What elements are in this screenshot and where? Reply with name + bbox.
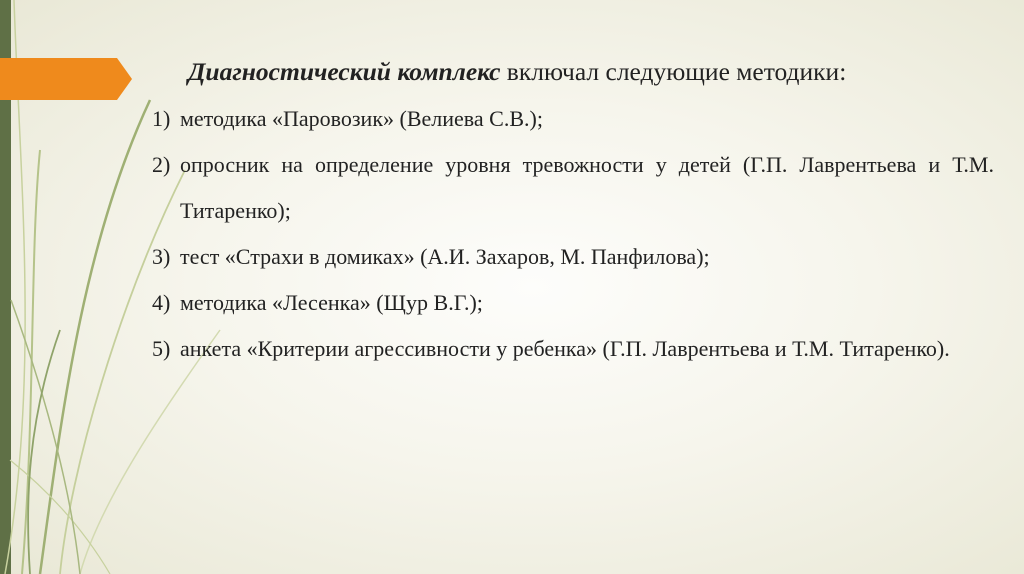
slide-title-rest: включал следующие методики: xyxy=(506,57,847,86)
list-item-number: 1) xyxy=(152,106,171,131)
list-item xyxy=(152,280,994,326)
list-item-number: 3) xyxy=(152,244,171,269)
list-item xyxy=(152,142,994,234)
list-item-text: методика «Паровозик» (Велиева С.В.); xyxy=(180,106,543,131)
list-item-text: анкета «Критерии агрессивности у ребенка» (Г.П. Лаврентьева и Т.М. Титаренко). xyxy=(180,336,950,361)
list-item-number: 4) xyxy=(152,290,171,315)
slide-title xyxy=(188,57,846,87)
list-item-text: опросник на определение уровня тревожности у детей (Г.П. Лаврентьева и Т.М. Титаренко); xyxy=(180,152,994,223)
list-item xyxy=(152,234,994,280)
list-item xyxy=(152,96,994,142)
list-item-number: 2) xyxy=(152,152,171,177)
list-item xyxy=(152,326,994,372)
list-item-number: 5) xyxy=(152,336,171,361)
slide-title-bold: Диагностический комплекс xyxy=(188,57,501,86)
orange-arrow-marker xyxy=(0,58,132,100)
methods-list xyxy=(152,96,994,372)
list-item-text: тест «Страхи в домиках» (А.И. Захаров, М. Панфилова); xyxy=(180,244,710,269)
list-item-text: методика «Лесенка» (Щур В.Г.); xyxy=(180,290,483,315)
